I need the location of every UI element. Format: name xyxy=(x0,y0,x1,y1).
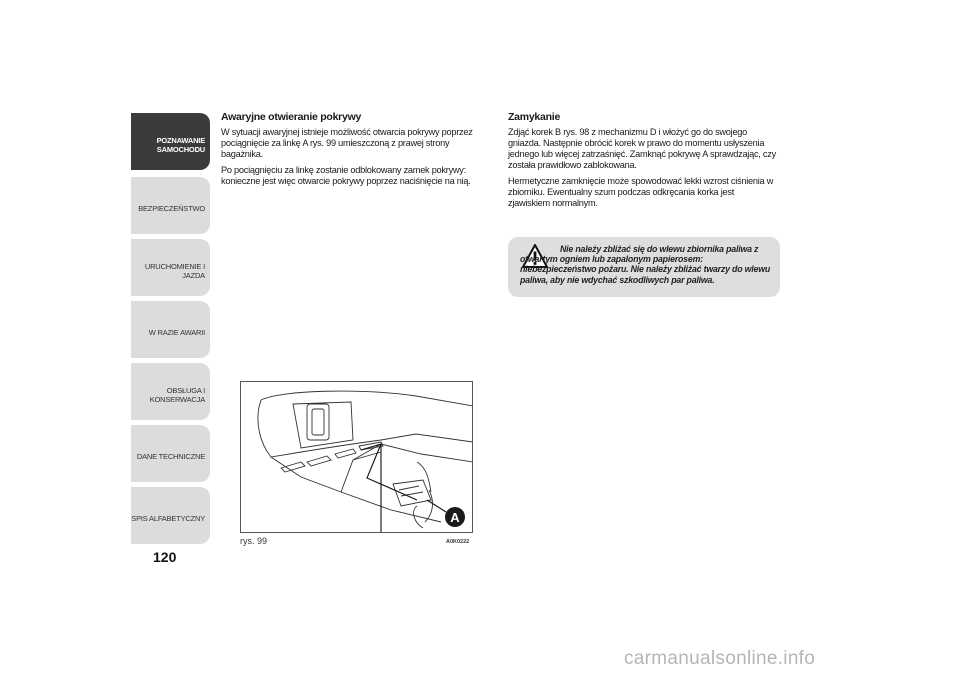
tab-label: URUCHOMIENIE I JAZDA xyxy=(144,261,205,280)
section-heading-closing: Zamykanie xyxy=(508,111,561,123)
tab-label: W RAZIE AWARII xyxy=(148,328,205,337)
warning-text: Nie należy zbliżać się do wlewu zbiornika paliwa z otwartym ogniem lub zapalonym papierosem: niebezpieczeństwo pożaru. Nie należy zbliżać twarzy do wlewu paliwa, aby nie wdychać szkodliwych par paliwa. xyxy=(520,244,771,285)
paragraph: Hermetyczne zamknięcie może spowodować lekki wzrost ciśnienia w zbiorniku. Ewentualny szum podczas odkręcania korka jest zjawiskiem normalnym. xyxy=(508,176,774,208)
figure-code: A0K0222 xyxy=(446,539,470,545)
page-number: 120 xyxy=(153,549,177,565)
tab-label: DANE TECHNICZNE xyxy=(136,452,205,461)
watermark: carmanualsonline.info xyxy=(624,648,816,669)
tab-bezpieczenstwo[interactable] xyxy=(131,177,210,234)
paragraph: Po pociągnięciu za linkę zostanie odblokowany zamek pokrywy: konieczne jest więc otwarcie pokrywy poprzez naciśnięcie na nią. xyxy=(221,165,471,186)
tab-label: POZNAWANIE SAMOCHODU xyxy=(156,135,205,154)
tab-label: SPIS ALFABETYCZNY xyxy=(131,514,205,523)
tab-obsluga-i-konserwacja[interactable] xyxy=(131,363,210,420)
callout-label: A xyxy=(450,510,460,525)
tab-w-razie-awarii[interactable] xyxy=(131,301,210,358)
left-column xyxy=(221,111,483,192)
figure-trunk-release xyxy=(240,381,473,533)
section-heading-emergency-opening: Awaryjne otwieranie pokrywy xyxy=(221,111,362,123)
tab-poznawanie-samochodu[interactable] xyxy=(131,113,210,170)
figure-caption: rys. 99 xyxy=(240,536,268,546)
tab-label: BEZPIECZEŃSTWO xyxy=(138,204,205,213)
tab-uruchomienie-i-jazda[interactable] xyxy=(131,239,210,296)
tab-dane-techniczne[interactable] xyxy=(131,425,210,482)
paragraph: Zdjąć korek B rys. 98 z mechanizmu D i włożyć go do swojego gniazda. Następnie obrócić korek w prawo do momentu usłyszenia jednego lub więcej zatrzaśnięć. Zamknąć pokrywę A sprawdzając, czy została prawidłowo zablokowana. xyxy=(508,127,776,170)
warning-box xyxy=(508,237,780,297)
paragraph: W sytuacji awaryjnej istnieje możliwość otwarcia pokrywy poprzez pociągnięcie za linkę A rys. 99 umieszczoną z prawej strony bagażnika. xyxy=(221,127,473,159)
tab-label: OBSŁUGA I KONSERWACJA xyxy=(149,385,205,404)
right-column xyxy=(508,111,778,214)
trunk-illustration xyxy=(241,382,473,533)
tab-spis-alfabetyczny[interactable] xyxy=(131,487,210,544)
